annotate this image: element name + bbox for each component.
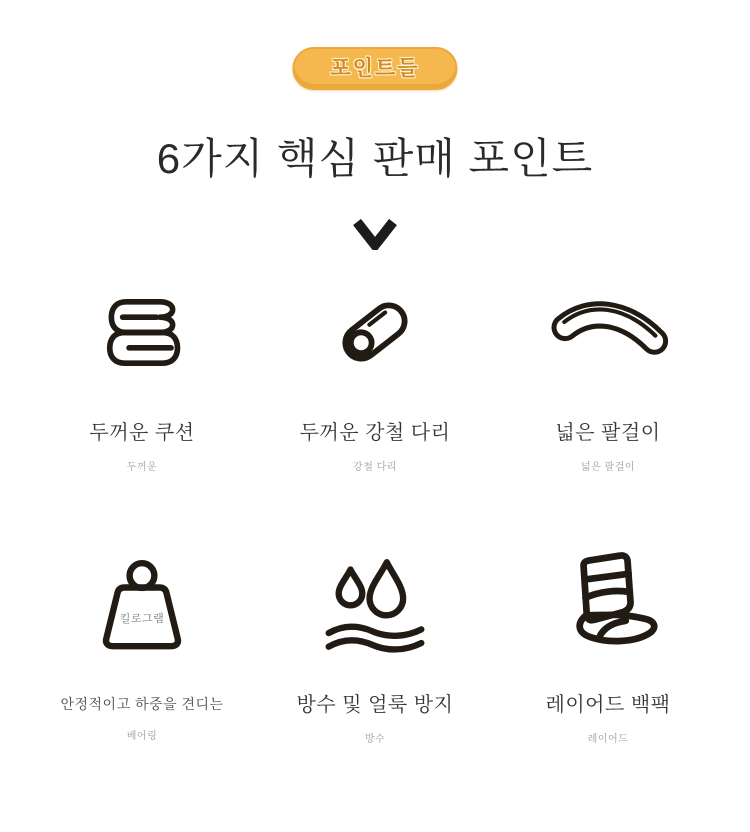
feature-label: 두꺼운 쿠션: [89, 422, 195, 444]
feature-label: 두꺼운 강철 다리: [299, 422, 451, 444]
feature-sublabel: 방수: [364, 734, 386, 745]
feature-sublabel: 두꺼운: [126, 462, 158, 473]
feature-label: 레이어드 백팩: [545, 694, 671, 716]
feature-sublabel: 강철 다리: [353, 462, 397, 473]
weight-icon-text: 킬로그램: [119, 613, 165, 625]
weight-icon: [87, 540, 197, 668]
feature-load-bearing: [26, 540, 259, 745]
folded-cushion-icon: [92, 282, 192, 382]
feature-wide-armrest: [492, 282, 725, 473]
feature-waterproof: [259, 540, 492, 745]
feature-layered: [492, 540, 725, 745]
feature-label: 방수 및 얼룩 방지: [296, 694, 454, 716]
feature-sublabel: 넓은 팔걸이: [580, 462, 636, 473]
steel-pipe-icon: [325, 282, 425, 382]
chevron-down-icon: [352, 218, 398, 255]
floor-chair-icon: [551, 540, 666, 668]
water-drops-icon: [316, 540, 434, 668]
feature-steel-legs: [259, 282, 492, 473]
feature-thick-cushion: [26, 282, 259, 473]
feature-sublabel: 베어링: [126, 731, 158, 742]
feature-label: 넓은 팔걸이: [555, 422, 661, 444]
features-row-2: [0, 540, 750, 745]
armrest-icon: [533, 282, 683, 382]
feature-label: 안정적이고 하중을 견디는: [60, 696, 224, 712]
page-title: 6가지 핵심 판매 포인트: [156, 135, 594, 182]
features-row-1: [0, 282, 750, 473]
feature-sublabel: 레이어드: [587, 734, 629, 745]
points-badge: 포인트들: [292, 47, 457, 90]
